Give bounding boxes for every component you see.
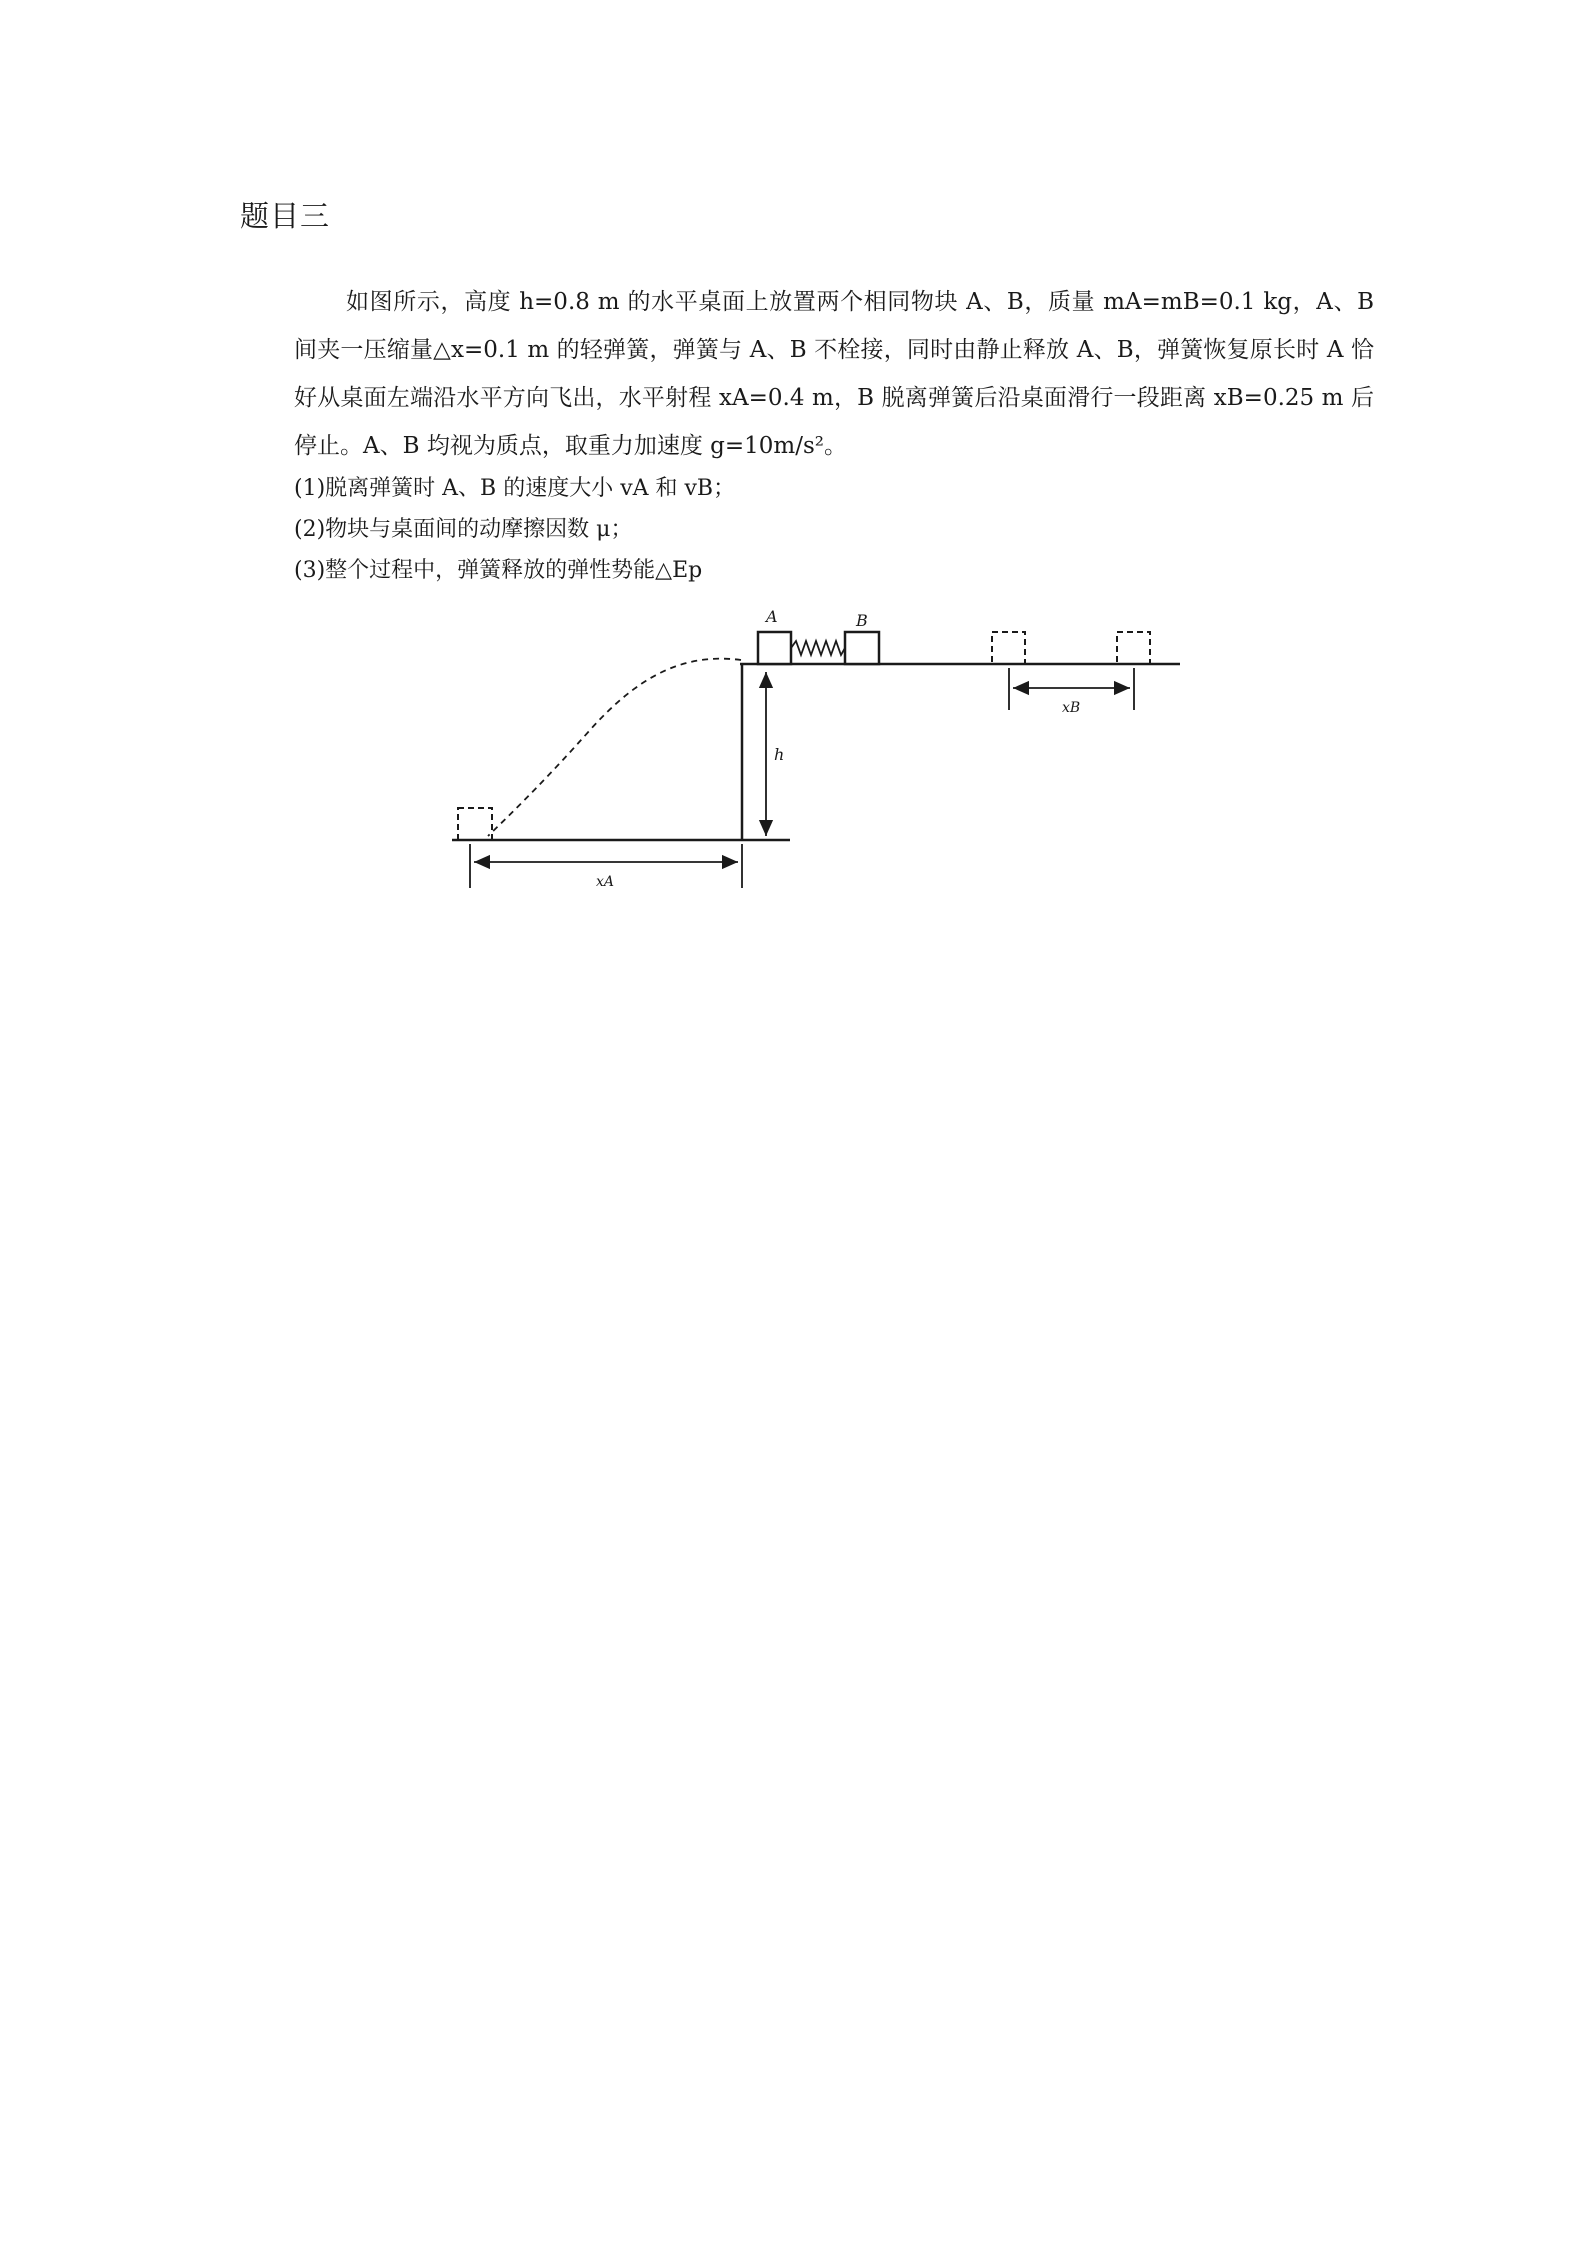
question-1: (1)脱离弹簧时 A、B 的速度大小 vA 和 vB； bbox=[294, 476, 736, 501]
spring bbox=[791, 641, 845, 655]
problem-paragraph bbox=[294, 278, 1374, 470]
label-b: B bbox=[856, 611, 868, 630]
label-xa: xA bbox=[596, 874, 615, 890]
label-xb: xB bbox=[1062, 700, 1081, 716]
block-b-stop-dashed bbox=[1117, 632, 1150, 664]
question-2: (2)物块与桌面间的动摩擦因数 μ； bbox=[294, 517, 633, 542]
block-a bbox=[758, 632, 791, 664]
question-3: (3)整个过程中，弹簧释放的弹性势能△Ep bbox=[294, 558, 703, 583]
trajectory-dashed bbox=[488, 659, 741, 836]
physics-diagram bbox=[440, 590, 1200, 904]
problem-line-2: A、B 间夹一压缩量△x=0.1 m 的轻弹簧，弹簧与 A、B 不栓接，同时由静止释放 A、B，弹簧 bbox=[294, 289, 1375, 363]
block-a-landed-dashed bbox=[458, 808, 492, 840]
block-b bbox=[845, 632, 879, 664]
label-h: h bbox=[774, 745, 785, 764]
diagram-svg bbox=[440, 590, 1200, 900]
problem-statement bbox=[294, 278, 1374, 470]
page-title: 题目三 bbox=[240, 199, 331, 233]
problem-line-1: 如图所示，高度 h=0.8 m 的水平桌面上放置两个相同物块 A、B，质量 mA=mB=0.1 kg， bbox=[346, 289, 1317, 315]
block-b-start-dashed bbox=[992, 632, 1025, 664]
question-list bbox=[294, 468, 1294, 591]
problem-line-4: 行一段距离 xB=0.25 m 后停止。A、B 均视为质点，取重力加速度 g=10m/s²。 bbox=[294, 385, 1374, 459]
problem-line-3: 恢复原长时 A 恰好从桌面左端沿水平方向飞出，水平射程 xA=0.4 m，B 脱离弹簧后沿桌面滑 bbox=[294, 337, 1375, 411]
label-a: A bbox=[766, 607, 778, 626]
